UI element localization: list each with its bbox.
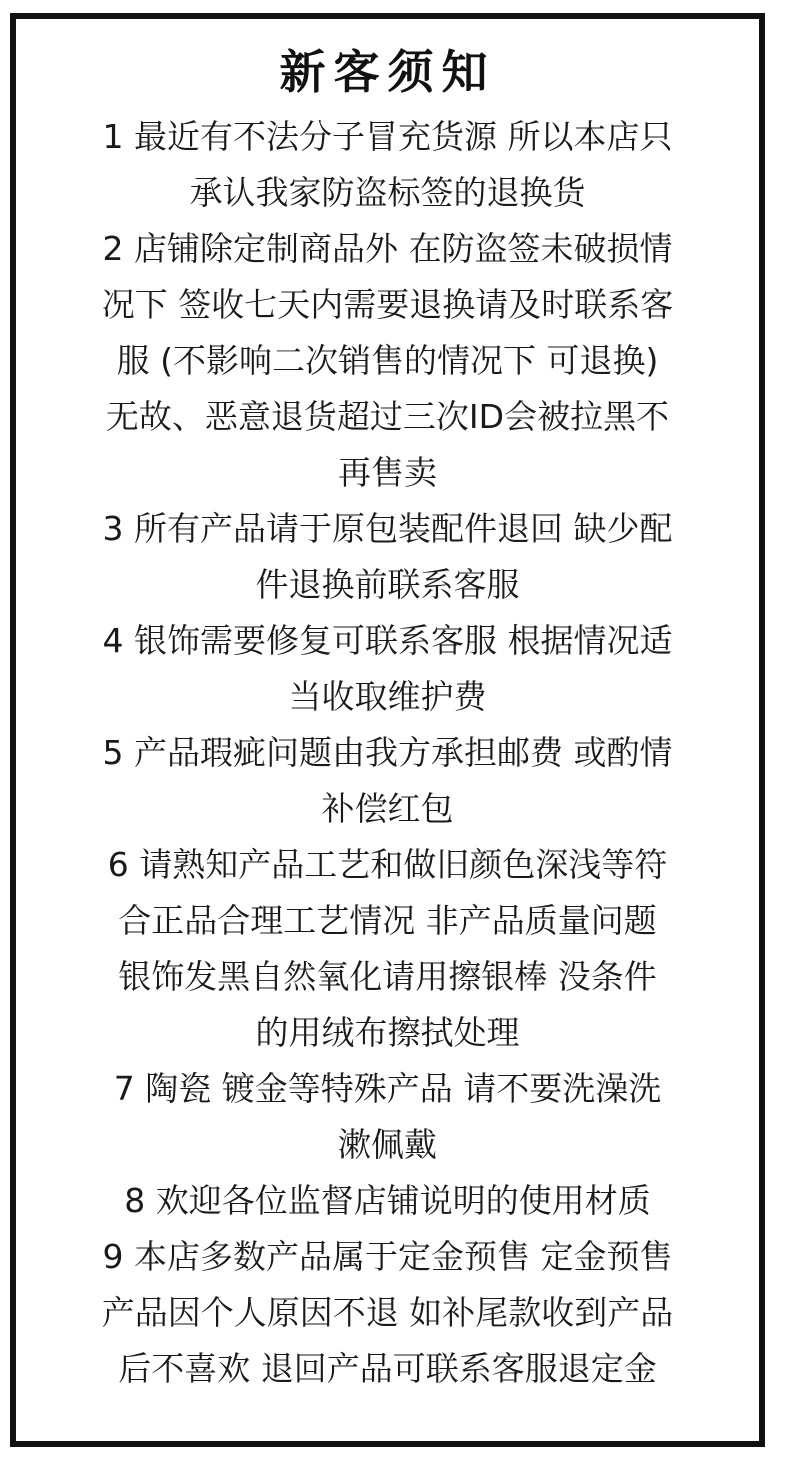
rule-line: 6 请熟知产品工艺和做旧颜色深浅等符 [107, 845, 668, 884]
notice-title: 新客须知 [279, 45, 496, 99]
rule-line: 再售卖 [338, 453, 437, 492]
rule-line: 1 最近有不法分子冒充货源 所以本店只 [102, 117, 673, 156]
rule-line: 承认我家防盗标签的退换货 [189, 173, 586, 212]
rule-line: 后不喜欢 退回产品可联系客服退定金 [118, 1349, 657, 1388]
rule-line: 4 银饰需要修复可联系客服 根据情况适 [102, 621, 673, 660]
notice-frame [10, 13, 765, 1447]
rule-line: 产品因个人原因不退 如补尾款收到产品 [101, 1293, 674, 1332]
rule-line: 当收取维护费 [288, 677, 487, 716]
rule-line: 的用绒布擦拭处理 [255, 1013, 520, 1052]
rule-line: 3 所有产品请于原包装配件退回 缺少配 [102, 509, 673, 548]
rule-line: 补偿红包 [321, 789, 454, 828]
rule-line: 7 陶瓷 镀金等特殊产品 请不要洗澡洗 [113, 1069, 662, 1108]
rule-line: 5 产品瑕疵问题由我方承担邮费 或酌情 [102, 733, 673, 772]
rule-line: 无故、恶意退货超过三次ID会被拉黑不 [105, 397, 670, 436]
rule-line: 况下 签收七天内需要退换请及时联系客 [101, 285, 674, 324]
notice-body [16, 105, 759, 1397]
rule-line: 8 欢迎各位监督店铺说明的使用材质 [124, 1181, 651, 1220]
rule-line: 合正品合理工艺情况 非产品质量问题 [118, 901, 657, 940]
rule-line: 银饰发黑自然氧化请用擦银棒 没条件 [118, 957, 657, 996]
rule-line: 件退换前联系客服 [255, 565, 520, 604]
rule-line: 漱佩戴 [338, 1125, 437, 1164]
rule-line: 服 (不影响二次销售的情况下 可退换) [116, 341, 659, 380]
rule-line: 9 本店多数产品属于定金预售 定金预售 [102, 1237, 673, 1276]
rule-line: 2 店铺除定制商品外 在防盗签未破损情 [102, 229, 673, 268]
